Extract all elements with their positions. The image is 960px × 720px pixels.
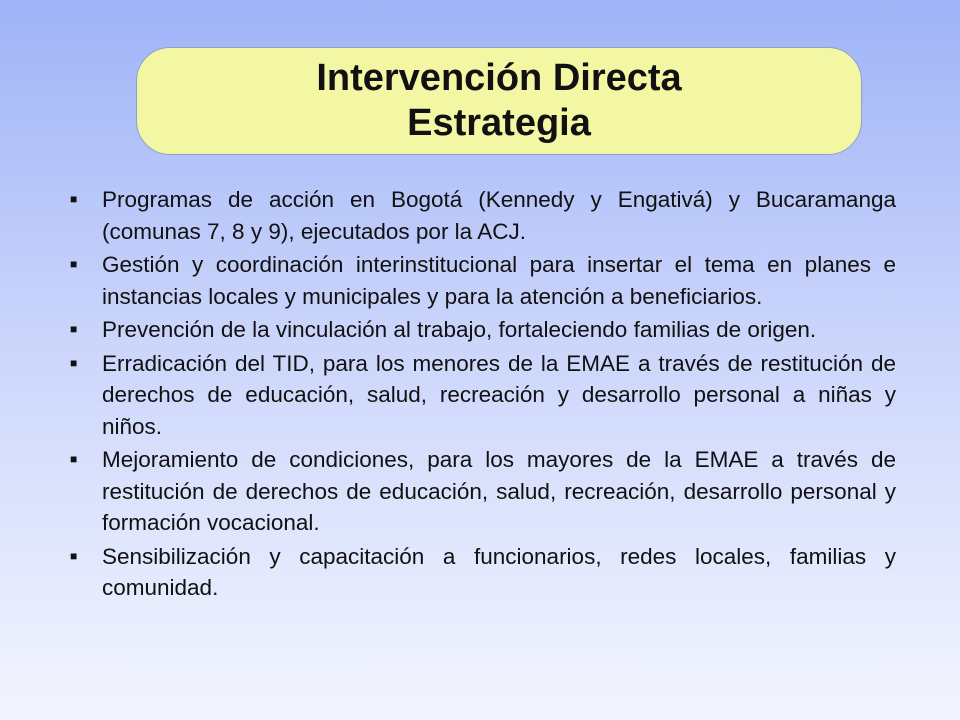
bullet-item bbox=[62, 184, 896, 247]
bullet-item bbox=[62, 541, 896, 604]
square-bullet-icon: ■ bbox=[70, 355, 78, 370]
title-line-1: Intervención Directa bbox=[316, 57, 682, 99]
bullet-item bbox=[62, 444, 896, 539]
bullet-text: Programas de acción en Bogotá (Kennedy y Engativá) y Bucaramanga (comunas 7, 8 y 9), ejecutados por la ACJ. bbox=[102, 187, 896, 244]
square-bullet-icon: ■ bbox=[70, 257, 78, 271]
square-bullet-icon: ■ bbox=[70, 452, 78, 466]
bullet-item bbox=[62, 314, 896, 346]
bullet-text: Prevención de la vinculación al trabajo, fortaleciendo familias de origen. bbox=[102, 317, 817, 342]
bullet-text: Sensibilización y capacitación a funcionarios, redes locales, familias y comunidad. bbox=[102, 543, 896, 600]
bullet-list bbox=[62, 184, 896, 606]
bullet-item bbox=[62, 249, 896, 312]
square-bullet-icon: ■ bbox=[70, 548, 78, 563]
bullet-text: Mejoramiento de condiciones, para los mayores de la EMAE a través de restitución de derechos de educación, salud, recreación, desarrollo personal y formación vocacional. bbox=[102, 447, 896, 535]
square-bullet-icon: ■ bbox=[70, 192, 78, 206]
bullet-item bbox=[62, 348, 896, 443]
bullet-text: Gestión y coordinación interinstitucional para insertar el tema en planes e instancias locales y municipales y para la atención a beneficiarios. bbox=[102, 252, 896, 309]
title-box bbox=[136, 47, 862, 155]
bullet-text: Erradicación del TID, para los menores de la EMAE a través de restitución de derechos de educación, salud, recreación y desarrollo personal a niñas y niños. bbox=[102, 350, 896, 439]
title-line-2: Estrategia bbox=[407, 102, 591, 144]
square-bullet-icon: ■ bbox=[70, 322, 78, 336]
